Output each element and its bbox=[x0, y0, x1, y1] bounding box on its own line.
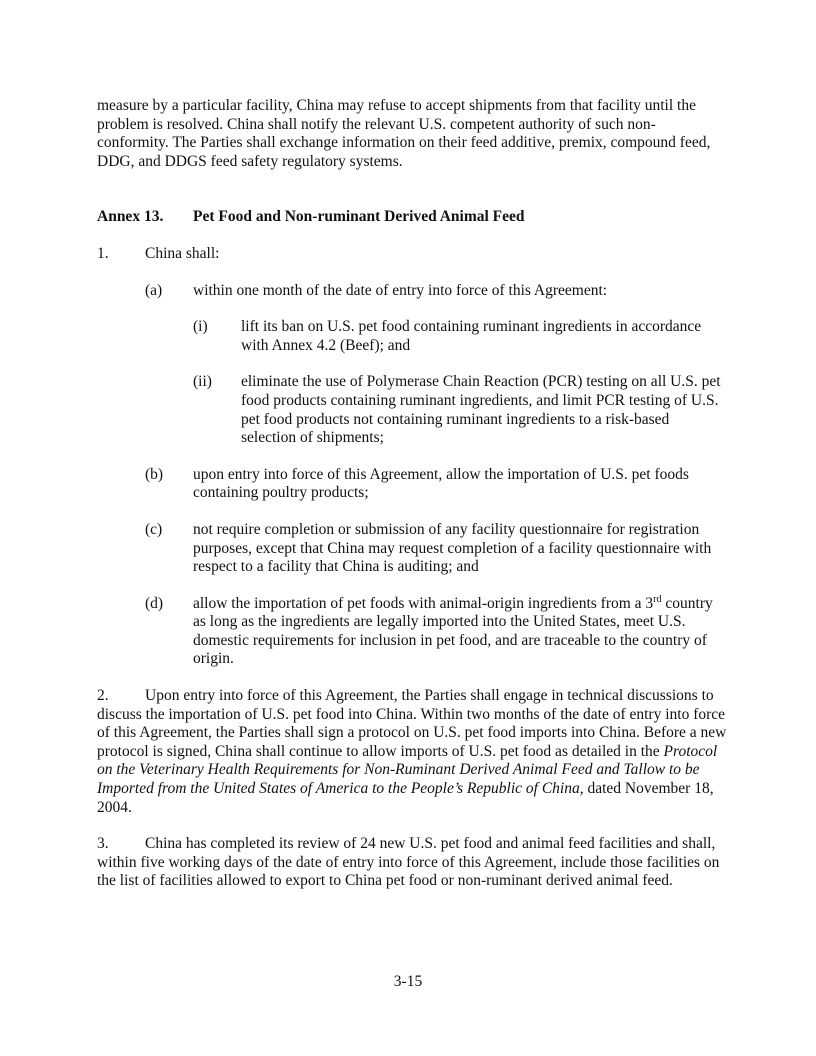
subitem-a bbox=[145, 282, 727, 301]
subitem-a-i bbox=[193, 318, 727, 355]
subitem-a-ii bbox=[193, 373, 727, 447]
subitem-c-text: not require completion or submission of any facility questionnaire for registration purposes, except that China may request completion of a facility questionnaire with respect to a facility that China is auditing; and bbox=[193, 520, 712, 576]
subitem-d-text-post: country as long as the ingredients are legally imported into the United States, meet U.S. domestic requirements for inclusion in pet food, and are traceable to the country of origin. bbox=[193, 594, 713, 668]
paragraph-2-text-post: , dated November 18, 2004. bbox=[97, 780, 714, 816]
subitem-c-label: (c) bbox=[145, 520, 163, 538]
subitem-a-i-label: (i) bbox=[193, 318, 208, 336]
subitem-d-text bbox=[193, 595, 727, 669]
subitem-b bbox=[145, 466, 727, 503]
subitem-a-i-text: lift its ban on U.S. pet food containing ruminant ingredients in accordance with Annex 4.2 (Beef); and bbox=[241, 318, 702, 354]
subitem-b-label: (b) bbox=[145, 465, 164, 483]
item-1 bbox=[97, 245, 727, 264]
paragraph-3-text: China has completed its review of 24 new U.S. pet food and animal feed facilities and shall, within five working days of the date of entry into force of this Agreement, include those facilities on the list of facilities allowed to export to China pet food or non-ruminant derived animal feed. bbox=[97, 835, 720, 890]
subitem-a-text: within one month of the date of entry into force of this Agreement: bbox=[193, 281, 608, 299]
subitem-c bbox=[145, 521, 727, 577]
subitem-a-label: (a) bbox=[145, 281, 163, 299]
subitem-d bbox=[145, 595, 727, 669]
annex-title: Pet Food and Non-ruminant Derived Animal Feed bbox=[193, 208, 525, 226]
item-1-text: China shall: bbox=[145, 244, 220, 262]
document-body bbox=[97, 97, 727, 909]
intro-paragraph: measure by a particular facility, China may refuse to accept shipments from that facility until the problem is resolved. China shall notify the relevant U.S. competent authority of such non-conformity. The Parties shall exchange information on their feed additive, premix, compound feed, DDG, and DDGS feed safety regulatory systems. bbox=[97, 97, 711, 170]
item-1-number: 1. bbox=[97, 244, 109, 262]
paragraph-2-text-pre: Upon entry into force of this Agreement, the Parties shall engage in technical discussions to discuss the importation of U.S. pet food into China. Within two months of the date of entry into force of this Agreement, the Parties shall sign a protocol on U.S. pet food imports into China. Before a new protocol is signed, China shall continue to allow imports of U.S. pet food as detailed in the bbox=[97, 687, 727, 760]
paragraph-3-number: 3. bbox=[97, 835, 109, 853]
ordinal-superscript: rd bbox=[653, 593, 662, 605]
annex-heading bbox=[97, 208, 727, 227]
subitem-a-ii-text: eliminate the use of Polymerase Chain Reaction (PCR) testing on all U.S. pet food products containing ruminant ingredients, and limit PCR testing of U.S. pet food products not containing ruminant ingredients to a risk-based selection of shipments; bbox=[241, 373, 721, 447]
subitem-d-text-pre: allow the importation of pet foods with animal-origin ingredients from a 3 bbox=[193, 594, 654, 612]
annex-number: Annex 13. bbox=[97, 208, 164, 226]
paragraph-2-number: 2. bbox=[97, 687, 109, 705]
subitem-a-ii-label: (ii) bbox=[193, 373, 212, 391]
subitem-d-label: (d) bbox=[145, 594, 164, 612]
paragraph-2 bbox=[97, 687, 727, 817]
protocol-title: Protocol on the Veterinary Health Requirements for Non-Ruminant Derived Animal Feed and Tallow to be Imported from the United States of America to the People’s Republic of China bbox=[97, 742, 718, 798]
paragraph-3 bbox=[97, 835, 727, 891]
page-number: 3-15 bbox=[393, 973, 423, 990]
subitem-b-text: upon entry into force of this Agreement, allow the importation of U.S. pet foods containing poultry products; bbox=[193, 465, 689, 502]
